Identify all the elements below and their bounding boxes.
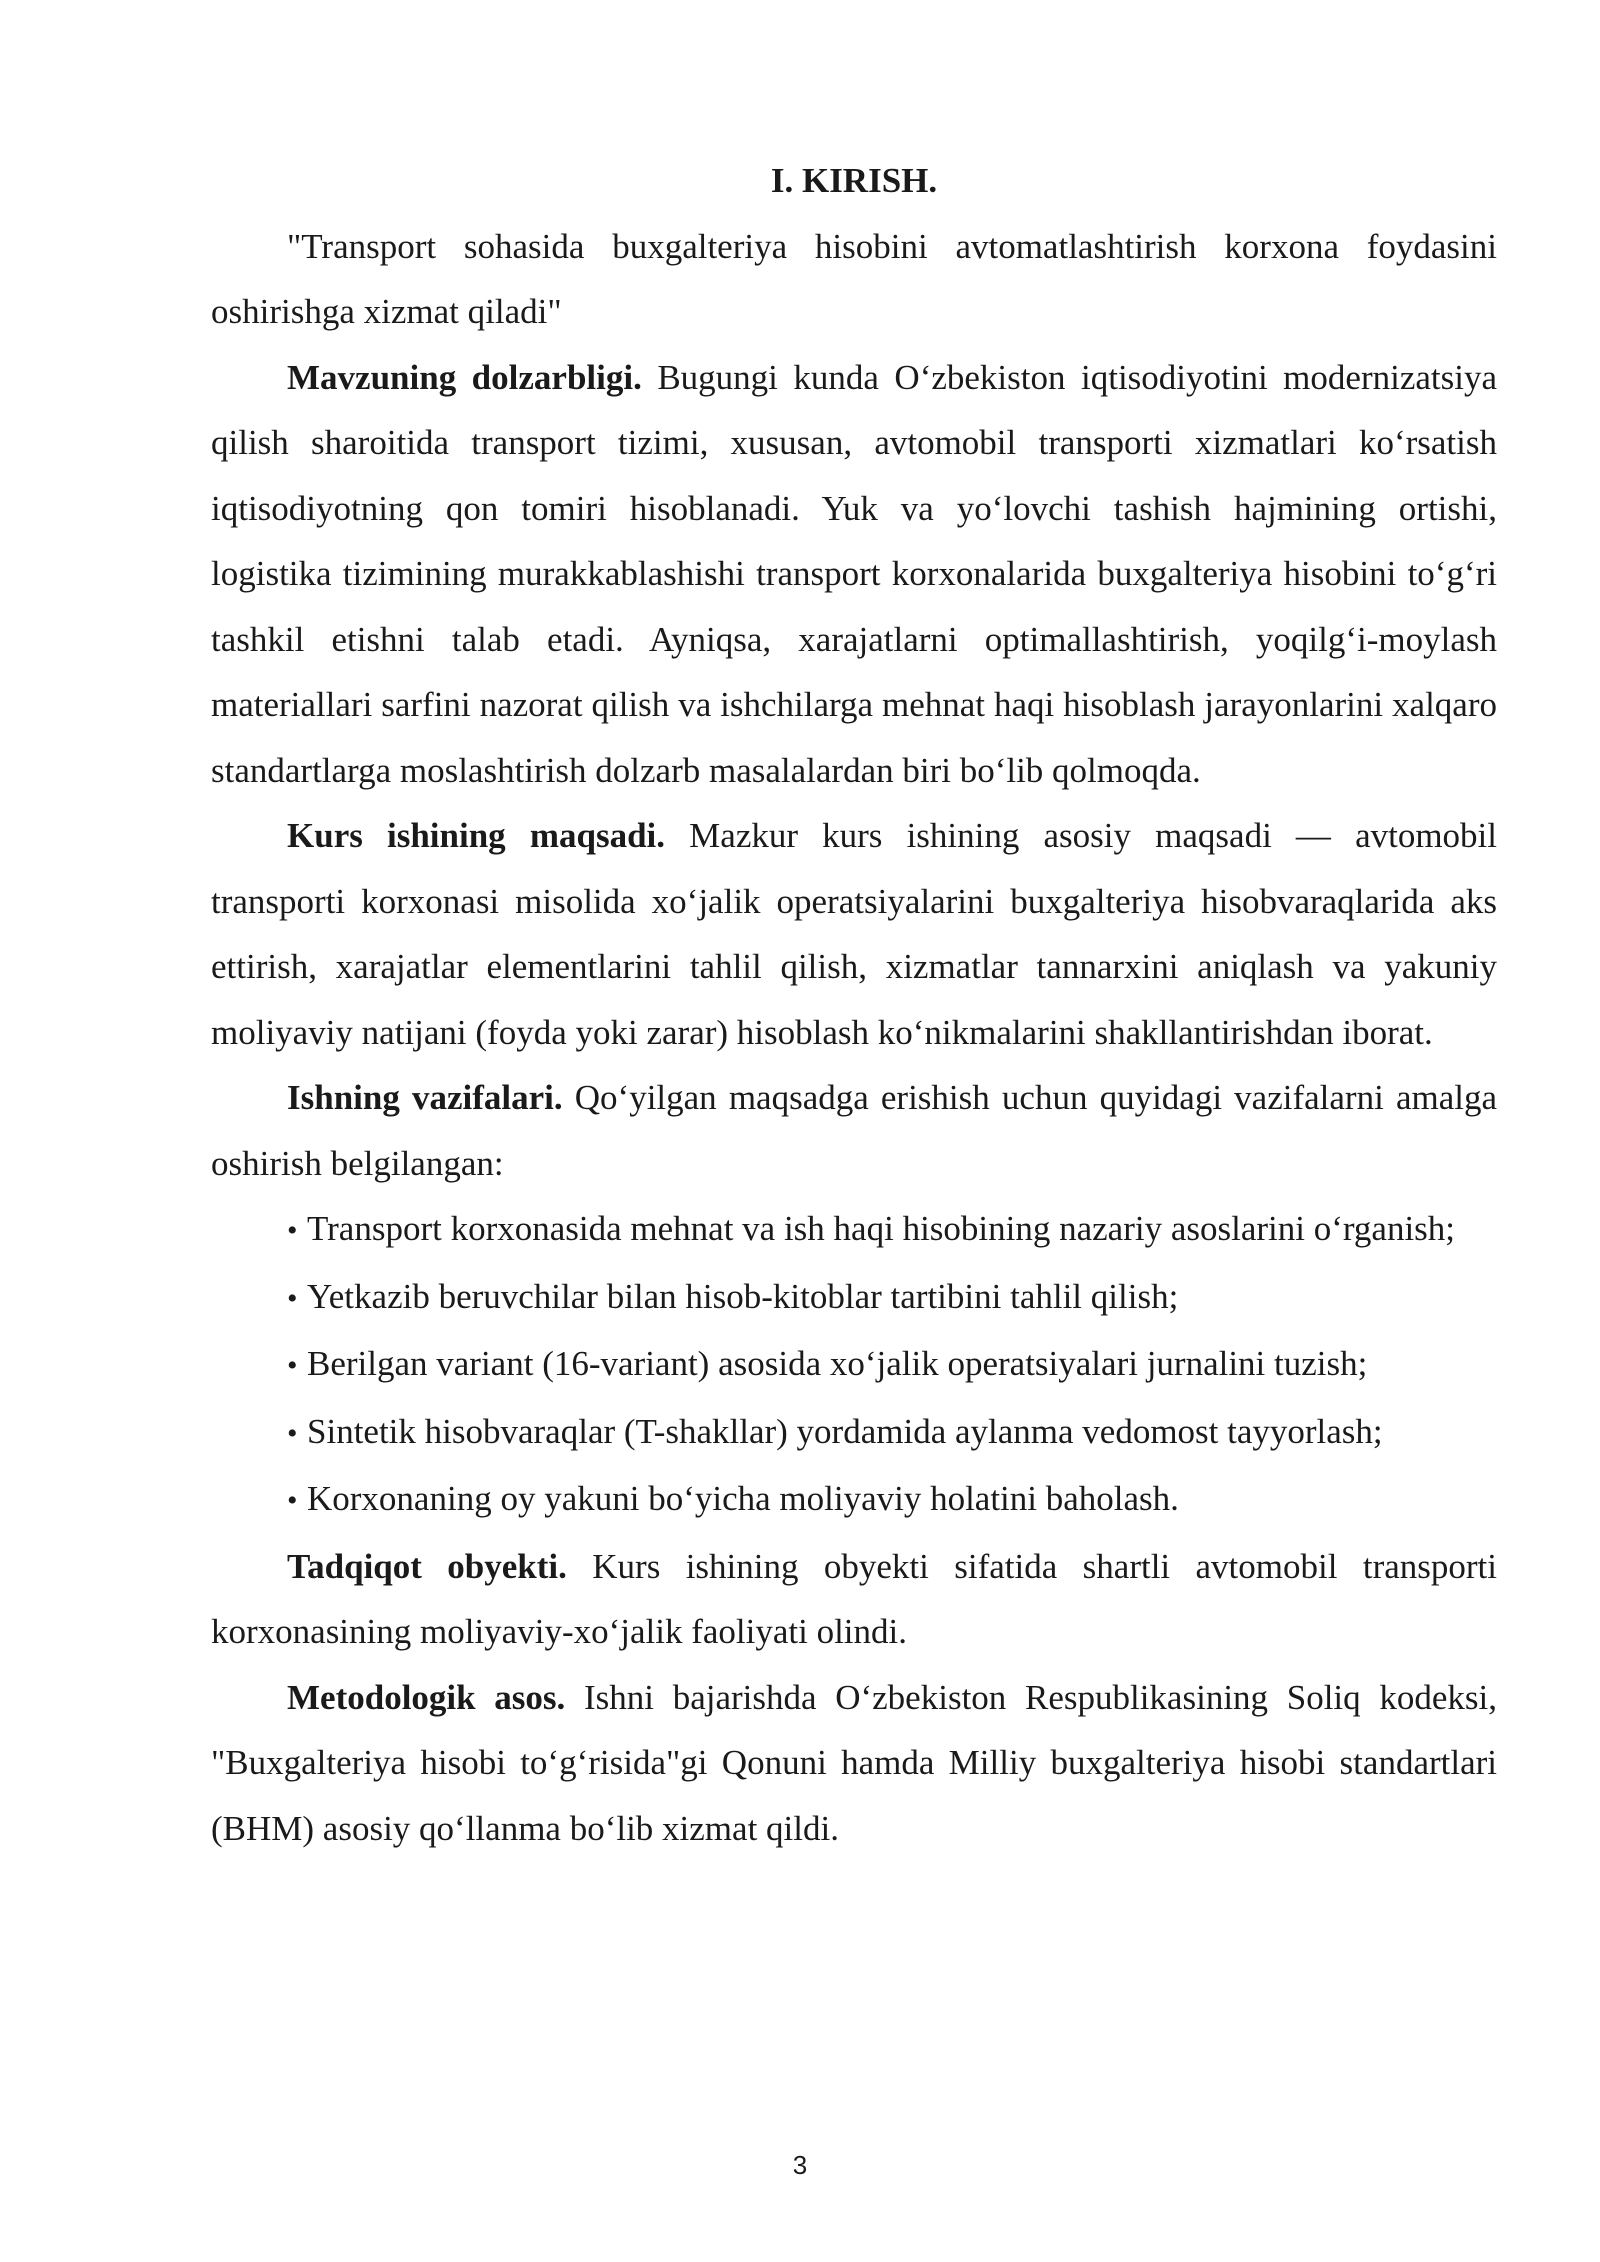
task-item	[211, 1331, 1497, 1399]
object-text: Kurs ishining obyekti sifatida shartli avtomobil transporti korxonasining moliyaviy-xo‘jalik faoliyati olindi.	[211, 1546, 1497, 1651]
bullet-icon: •	[287, 1214, 298, 1247]
method-text: Ishni bajarishda O‘zbekiston Respublikasining Soliq kodeksi, "Buxgalteriya hisobi to‘g‘risida"gi Qonuni hamda Milliy buxgalteriya hisobi standartlari (BHM) asosiy qo‘llanma bo‘lib xizmat qildi.	[211, 1677, 1497, 1848]
goal-text: Mazkur kurs ishining asosiy maqsadi — avtomobil transporti korxonasi misolida xo‘jalik operatsiyalarini buxgalteriya hisobvaraqlarida aks ettirish, xarajatlar elementlarini tahlil qilish, xizmatlar tannarxini aniqlash va yakuniy moliyaviy natijani (foyda yoki zarar) hisoblash ko‘nikmalarini shakllantirishdan iborat.	[211, 816, 1498, 1052]
bullet-icon: •	[287, 1281, 298, 1315]
method-heading: Metodologik asos.	[287, 1677, 566, 1717]
goal-heading: Kurs ishining maqsadi.	[287, 816, 666, 855]
bullet-icon: •	[287, 1349, 298, 1382]
method-paragraph	[211, 1665, 1497, 1862]
task-item-text: Berilgan variant (16-variant) asosida xo‘jalik operatsiyalari jurnalini tuzish;	[307, 1344, 1368, 1383]
relevance-heading: Mavzuning dolzarbligi.	[287, 357, 642, 397]
document-page	[211, 148, 1497, 1861]
tasks-paragraph	[211, 1065, 1497, 1196]
task-item	[211, 1196, 1497, 1264]
task-item	[211, 1264, 1497, 1332]
tasks-text: Qo‘yilgan maqsadga erishish uchun quyidagi vazifalarni amalga oshirish belgilangan:	[211, 1078, 1497, 1183]
intro-quote: "Transport sohasida buxgalteriya hisobini avtomatlashtirish korxona foydasini oshirishga xizmat qiladi"	[211, 226, 1497, 331]
page-title: I. KIRISH.	[770, 161, 938, 200]
task-item-text: Transport korxonasida mehnat va ish haqi hisobining nazariy asoslarini o‘rganish;	[307, 1209, 1456, 1248]
goal-paragraph	[211, 803, 1497, 1065]
relevance-paragraph	[211, 345, 1497, 804]
relevance-text: Bugungi kunda O‘zbekiston iqtisodiyotini modernizatsiya qilish sharoitida transport tizimi, xususan, avtomobil transporti xizmatlari ko‘rsatish iqtisodiyotning qon tomiri hisoblanadi. Yuk va yo‘lovchi tashish hajmining ortishi, logistika tizimining murakkablashishi transport korxonalarida buxgalteriya hisobini to‘g‘ri tashkil etishni talab etadi. Ayniqsa, xarajatlarni optimallashtirish, yoqilg‘i-moylash materiallari sarfini nazorat qilish va ishchilarga mehnat haqi hisoblash jarayonlarini xalqaro standartlarga moslashtirish dolzarb masalalardan biri bo‘lib qolmoqda.	[211, 357, 1497, 790]
tasks-heading: Ishning vazifalari.	[287, 1078, 563, 1117]
task-item-text: Yetkazib beruvchilar bilan hisob-kitoblar tartibini tahlil qilish;	[307, 1276, 1179, 1316]
task-item-text: Korxonaning oy yakuni bo‘yicha moliyaviy holatini baholash.	[307, 1479, 1179, 1518]
object-heading: Tadqiqot obyekti.	[287, 1546, 567, 1586]
page-number: 3	[792, 2150, 808, 2180]
bullet-icon: •	[287, 1484, 298, 1517]
object-paragraph	[211, 1534, 1497, 1665]
task-item	[211, 1399, 1497, 1467]
bullet-icon: •	[287, 1416, 298, 1450]
task-item-text: Sintetik hisobvaraqlar (T-shakllar) yordamida aylanma vedomost tayyorlash;	[307, 1411, 1383, 1451]
task-item	[211, 1466, 1497, 1534]
